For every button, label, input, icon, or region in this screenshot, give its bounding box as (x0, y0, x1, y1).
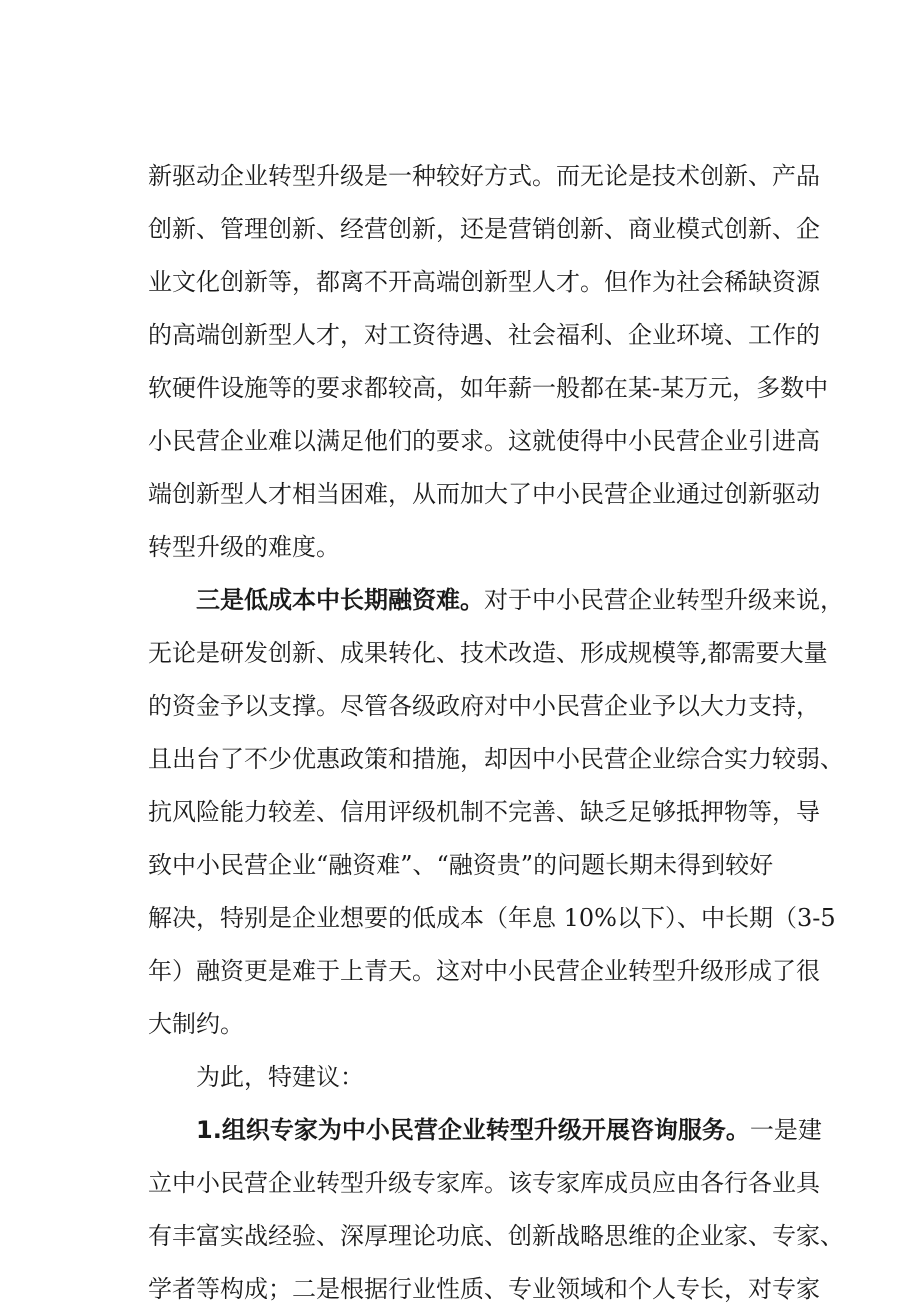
paragraph-suggestion-intro (148, 1051, 808, 1104)
paragraph-financing (148, 574, 844, 1051)
paragraph-line: 抗风险能力较差、信用评级机制不完善、缺乏足够抵押物等，导 (148, 798, 820, 826)
paragraph-line: 学者等构成；二是根据行业性质、专业领域和个人专长，对专家 (148, 1275, 820, 1303)
section-heading-suggestion-1: 1.组织专家为中小民营企业转型升级开展咨询服务。 (196, 1116, 750, 1144)
paragraph-suggestion-1 (148, 1104, 844, 1316)
paragraph-line: 业文化创新等，都离不开高端创新型人才。但作为社会稀缺资源 (148, 268, 820, 296)
paragraph-line: 的高端创新型人才，对工资待遇、社会福利、企业环境、工作的 (148, 321, 820, 349)
paragraph-line: 软硬件设施等的要求都较高，如年薪一般都在某-某万元，多数中 (148, 374, 829, 402)
paragraph-line: 创新、管理创新、经营创新，还是营销创新、商业模式创新、企 (148, 215, 820, 243)
paragraph-line: 为此，特建议： (196, 1063, 364, 1091)
paragraph-line: 的资金予以支撑。尽管各级政府对中小民营企业予以大力支持， (148, 692, 820, 720)
section-heading-financing: 三是低成本中长期融资难。 (196, 586, 484, 614)
paragraph-first-line (148, 1104, 822, 1157)
paragraph-text: 对于中小民营企业转型升级来说， (484, 586, 844, 614)
paragraph-line: 致中小民营企业“融资难”、“融资贵”的问题长期未得到较好 (148, 851, 774, 879)
paragraph-line: 小民营企业难以满足他们的要求。这就使得中小民营企业引进高 (148, 427, 820, 455)
paragraph-line: 端创新型人才相当困难，从而加大了中小民营企业通过创新驱动 (148, 480, 820, 508)
paragraph-first-line (148, 574, 844, 627)
paragraph-line: 无论是研发创新、成果转化、技术改造、形成规模等,都需要大量 (148, 639, 828, 667)
paragraph-line: 且出台了不少优惠政策和措施，却因中小民营企业综合实力较弱、 (148, 745, 844, 773)
paragraph-line: 立中小民营企业转型升级专家库。该专家库成员应由各行各业具 (148, 1169, 820, 1197)
paragraph-line: 大制约。 (148, 1010, 244, 1038)
paragraph-talent (148, 150, 829, 574)
paragraph-line: 解决，特别是企业想要的低成本（年息 10%以下）、中长期（3-5 (148, 904, 836, 932)
paragraph-text: 一是建 (749, 1116, 822, 1144)
paragraph-line: 转型升级的难度。 (148, 533, 340, 561)
paragraph-line: 有丰富实战经验、深厚理论功底、创新战略思维的企业家、专家、 (148, 1222, 844, 1250)
document-body (148, 150, 844, 1316)
paragraph-line: 新驱动企业转型升级是一种较好方式。而无论是技术创新、产品 (148, 162, 820, 190)
paragraph-line: 年）融资更是难于上青天。这对中小民营企业转型升级形成了很 (148, 957, 820, 985)
